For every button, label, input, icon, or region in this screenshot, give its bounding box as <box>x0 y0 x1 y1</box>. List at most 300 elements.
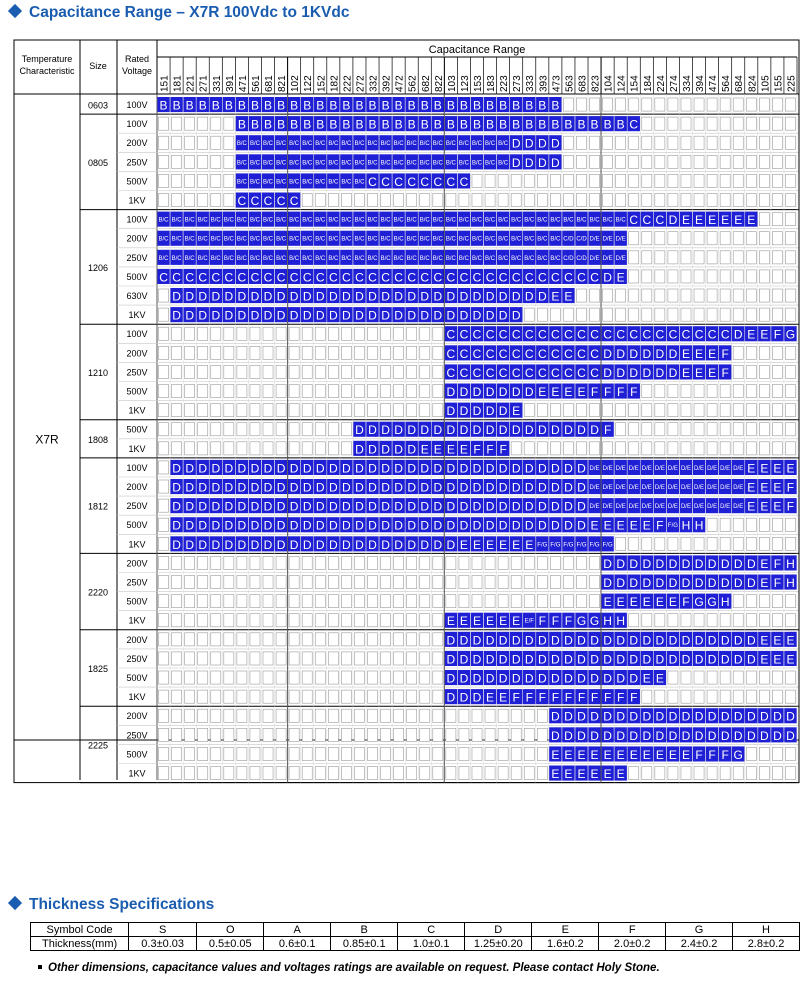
empty-cell <box>394 767 404 780</box>
empty-cell <box>772 404 782 417</box>
cell-code-text: B <box>355 98 364 113</box>
cell-code-text: C <box>551 270 560 285</box>
cell-code-text: F <box>773 556 782 571</box>
empty-cell <box>511 767 521 780</box>
empty-cell <box>707 767 717 780</box>
column-code-label: 153 <box>473 75 484 92</box>
empty-cell <box>785 537 795 550</box>
empty-cell <box>603 289 613 302</box>
cell-code-text: D <box>577 461 586 476</box>
empty-cell <box>681 404 691 417</box>
cell-code-text: D <box>720 556 730 571</box>
column-code-label: 123 <box>459 75 471 92</box>
cell-code-text: D <box>459 308 469 323</box>
empty-cell <box>354 365 364 378</box>
cell-code-text: E <box>629 747 638 762</box>
empty-cell <box>785 747 795 760</box>
cell-code-text: E <box>446 614 455 629</box>
empty-cell <box>381 327 391 340</box>
empty-cell <box>694 270 704 283</box>
cell-code-text: D <box>315 499 325 514</box>
cell-code-text: D <box>655 365 665 380</box>
empty-cell <box>681 442 691 455</box>
symbol-code-label: Symbol Code <box>31 923 129 937</box>
empty-cell <box>159 289 169 302</box>
empty-cell <box>328 423 338 436</box>
empty-cell <box>394 576 404 589</box>
cell-code-text: B/C <box>184 236 195 243</box>
empty-cell <box>616 194 626 207</box>
cell-code-text: B <box>603 117 612 132</box>
empty-cell <box>289 671 299 684</box>
cell-code-text: E <box>590 747 599 762</box>
cell-code-text: C <box>590 365 599 380</box>
empty-cell <box>759 767 769 780</box>
cell-code-text: D <box>498 652 508 667</box>
cell-code-text: B/C <box>367 217 378 224</box>
empty-cell <box>772 595 782 608</box>
empty-cell <box>172 652 182 665</box>
header-voltage: Voltage <box>121 66 153 76</box>
cell-code-text: B/C <box>236 141 247 148</box>
cell-code-text: C <box>498 346 508 361</box>
empty-cell <box>407 404 417 417</box>
cell-code-text: D <box>459 385 469 399</box>
empty-cell <box>707 518 717 531</box>
empty-cell <box>537 728 547 741</box>
empty-cell <box>485 194 495 207</box>
size-label: 1808 <box>87 434 109 445</box>
cell-code-text: E <box>708 346 717 361</box>
cell-code-text: B/C <box>458 255 469 262</box>
cell-code-text: D <box>446 518 456 533</box>
cell-code-text: D/E <box>694 465 705 472</box>
empty-cell <box>354 652 364 665</box>
empty-cell <box>537 767 547 780</box>
cell-code-text: D <box>668 365 678 380</box>
cell-code-text: B/C <box>419 236 430 243</box>
empty-cell <box>263 671 273 684</box>
cell-code-text: F <box>721 747 729 762</box>
cell-code-text: B/C <box>354 217 365 224</box>
empty-cell <box>381 404 391 417</box>
empty-cell <box>733 270 743 283</box>
empty-cell <box>289 365 299 378</box>
cell-code-text: D/E <box>707 485 718 491</box>
cell-code-text: C/D <box>576 255 587 262</box>
empty-cell <box>720 270 730 283</box>
cell-code-text: B <box>237 117 246 132</box>
empty-cell <box>485 767 495 780</box>
empty-cell <box>224 690 234 703</box>
empty-cell <box>603 404 613 417</box>
empty-cell <box>603 98 613 111</box>
cell-code-text: E <box>642 595 651 610</box>
cell-code-text: D <box>642 365 652 380</box>
empty-cell <box>250 556 260 569</box>
cell-code-text: D <box>642 728 652 743</box>
empty-cell <box>694 671 704 684</box>
cell-code-text: E <box>459 537 468 552</box>
cell-code-text: D <box>276 480 286 495</box>
cell-code-text: D <box>459 633 469 648</box>
cell-code-text: D <box>498 518 508 533</box>
empty-cell <box>315 423 325 436</box>
cell-code-text: D <box>564 671 573 686</box>
cell-code-text: D <box>394 537 403 552</box>
empty-cell <box>276 614 286 627</box>
cell-code-text: F <box>721 365 729 380</box>
empty-cell <box>485 576 495 589</box>
cell-code-text: D <box>590 709 599 724</box>
empty-cell <box>759 213 769 226</box>
cell-code-text: E <box>616 747 625 762</box>
cell-code-text: D <box>537 136 547 151</box>
cell-code-text: E <box>773 652 782 667</box>
cell-code-text: B/C <box>380 236 391 243</box>
cell-code-text: D <box>564 461 573 476</box>
cell-code-text: E <box>499 614 508 629</box>
cell-code-text: D <box>224 308 234 323</box>
cell-code-text: D <box>237 461 247 476</box>
cell-code-text: D <box>211 308 221 323</box>
empty-cell <box>159 728 169 741</box>
cell-code-text: F <box>551 690 560 705</box>
empty-cell <box>707 194 717 207</box>
empty-cell <box>172 423 182 436</box>
empty-cell <box>198 385 208 398</box>
empty-cell <box>407 709 417 722</box>
cell-code-text: D <box>537 499 547 514</box>
cell-code-text: C <box>524 346 534 361</box>
empty-cell <box>655 404 665 417</box>
empty-cell <box>655 270 665 283</box>
cell-code-text: D <box>224 480 234 495</box>
thickness-label: Thickness(mm) <box>31 937 129 951</box>
cell-code-text: D <box>185 480 194 495</box>
cell-code-text: B/C <box>432 160 443 167</box>
cell-code-text: D <box>472 461 482 476</box>
cell-code-text: D <box>655 709 665 724</box>
empty-cell <box>576 308 586 321</box>
empty-cell <box>785 136 795 149</box>
cell-code-text: C <box>368 270 377 285</box>
cell-code-text: D <box>302 480 312 495</box>
cell-code-text: B/C <box>471 141 483 148</box>
empty-cell <box>524 767 534 780</box>
cell-code-text: B/C <box>602 217 613 224</box>
empty-cell <box>211 614 221 627</box>
cell-code-text: D <box>407 308 417 323</box>
empty-cell <box>315 614 325 627</box>
cell-code-text: C <box>198 270 208 285</box>
empty-cell <box>289 404 299 417</box>
empty-cell <box>733 518 743 531</box>
cell-code-text: D <box>668 633 678 648</box>
empty-cell <box>394 652 404 665</box>
cell-code-text: C <box>342 270 351 285</box>
empty-cell <box>668 385 678 398</box>
empty-cell <box>629 98 639 111</box>
empty-cell <box>681 423 691 436</box>
empty-cell <box>211 709 221 722</box>
empty-cell <box>459 728 469 741</box>
cell-code-text: B/C <box>341 217 352 224</box>
cell-code-text: D <box>642 652 652 667</box>
empty-cell <box>302 690 312 703</box>
cell-code-text: D <box>577 423 586 438</box>
cell-code-text: D <box>368 442 377 457</box>
cell-code-text: E <box>760 652 769 667</box>
empty-cell <box>785 194 795 207</box>
thickness-value-cell: 2.8±0.2 <box>733 937 800 951</box>
cell-code-text: C <box>433 270 443 285</box>
cell-code-text: C <box>511 346 521 361</box>
cell-code-text: D <box>407 499 417 514</box>
cell-code-text: C <box>263 270 273 285</box>
cell-code-text: D <box>224 461 234 476</box>
empty-cell <box>668 270 678 283</box>
empty-cell <box>772 365 782 378</box>
empty-cell <box>668 136 678 149</box>
cell-code-text: D <box>289 289 299 304</box>
empty-cell <box>563 308 573 321</box>
cell-code-text: B/C <box>223 255 234 262</box>
empty-cell <box>185 346 195 359</box>
cell-code-text: D <box>459 461 469 476</box>
empty-cell <box>772 537 782 550</box>
empty-cell <box>576 98 586 111</box>
empty-cell <box>746 404 756 417</box>
empty-cell <box>511 174 521 187</box>
cell-code-text: C <box>459 365 469 380</box>
symbol-code-cell: F <box>599 923 666 937</box>
cell-code-text: B <box>277 98 286 113</box>
cell-code-text: B/C <box>236 179 247 186</box>
empty-cell <box>172 404 182 417</box>
empty-cell <box>341 709 351 722</box>
empty-cell <box>772 117 782 130</box>
cell-code-text: E <box>564 289 573 304</box>
empty-cell <box>328 385 338 398</box>
empty-cell <box>211 767 221 780</box>
cell-code-text: D <box>198 537 208 552</box>
empty-cell <box>420 595 430 608</box>
cell-code-text: D <box>485 633 495 648</box>
cell-code-text: G <box>576 614 587 629</box>
empty-cell <box>250 327 260 340</box>
cell-code-text: C <box>537 365 547 380</box>
empty-cell <box>498 728 508 741</box>
cell-code-text: E <box>499 537 508 552</box>
cell-code-text: B <box>486 98 495 113</box>
cell-code-text: B/C <box>458 141 469 148</box>
cell-code-text: D <box>342 499 351 514</box>
empty-cell <box>785 270 795 283</box>
empty-cell <box>524 709 534 722</box>
cell-code-text: B/C <box>367 160 378 167</box>
empty-cell <box>681 289 691 302</box>
cell-code-text: E <box>695 213 704 228</box>
cell-code-text: D <box>407 461 417 476</box>
empty-cell <box>772 767 782 780</box>
empty-cell <box>172 728 182 741</box>
cell-code-text: D/E <box>667 504 678 511</box>
thickness-value-cell: 2.4±0.2 <box>666 937 733 951</box>
cell-code-text: B/C <box>380 160 391 167</box>
rated-voltage-label: 1KV <box>128 615 146 626</box>
empty-cell <box>550 404 560 417</box>
empty-cell <box>185 365 195 378</box>
empty-cell <box>655 308 665 321</box>
cell-code-text: C <box>315 270 325 285</box>
empty-cell <box>407 614 417 627</box>
empty-cell <box>433 767 443 780</box>
cell-code-text: E <box>577 767 586 781</box>
empty-cell <box>367 709 377 722</box>
empty-cell <box>707 270 717 283</box>
empty-cell <box>315 709 325 722</box>
empty-cell <box>198 174 208 187</box>
empty-cell <box>159 499 169 512</box>
cell-code-text: D <box>746 576 756 590</box>
empty-cell <box>276 671 286 684</box>
column-code-label: 103 <box>446 75 458 92</box>
cell-code-text: B/C <box>184 255 195 262</box>
empty-cell <box>185 576 195 589</box>
cell-code-text: C <box>185 270 194 285</box>
cell-code-text: D <box>485 518 495 533</box>
empty-cell <box>772 385 782 398</box>
cell-code-text: D <box>446 499 456 514</box>
empty-cell <box>211 633 221 646</box>
cell-code-text: B <box>407 117 416 132</box>
cell-code-text: F/G <box>550 542 561 549</box>
cell-code-text: D <box>224 289 234 304</box>
cell-code-text: B/C <box>263 141 274 148</box>
symbol-code-cell: E <box>532 923 599 937</box>
empty-cell <box>276 633 286 646</box>
cell-code-text: E <box>616 595 625 610</box>
cell-code-text: B/C <box>419 160 430 167</box>
cell-code-text: C <box>551 346 560 361</box>
empty-cell <box>250 728 260 741</box>
cell-code-text: D <box>577 633 586 648</box>
cell-code-text: C <box>355 270 364 285</box>
empty-cell <box>367 595 377 608</box>
cell-code-text: D <box>577 728 586 743</box>
column-code-label: 224 <box>655 75 667 92</box>
cell-code-text: D <box>198 480 208 495</box>
empty-cell <box>629 423 639 436</box>
cell-code-text: F <box>630 690 638 705</box>
cell-code-text: H <box>616 614 626 629</box>
empty-cell <box>746 308 756 321</box>
column-code-label: 822 <box>433 75 445 92</box>
empty-cell <box>472 767 482 780</box>
cell-code-text: B/C <box>263 160 274 167</box>
empty-cell <box>785 614 795 627</box>
empty-cell <box>707 308 717 321</box>
empty-cell <box>407 365 417 378</box>
empty-cell <box>263 709 273 722</box>
empty-cell <box>367 671 377 684</box>
empty-cell <box>198 423 208 436</box>
empty-cell <box>237 767 247 780</box>
empty-cell <box>759 308 769 321</box>
empty-cell <box>733 671 743 684</box>
cell-code-text: D <box>577 671 586 686</box>
cell-code-text: D <box>629 671 639 686</box>
cell-code-text: D <box>355 461 364 476</box>
cell-code-text: D <box>733 556 743 571</box>
empty-cell <box>655 442 665 455</box>
column-code-label: 472 <box>394 75 406 92</box>
empty-cell <box>642 537 652 550</box>
cell-code-text: D <box>551 633 560 648</box>
cell-code-text: D <box>315 461 325 476</box>
cell-code-text: B <box>368 117 377 132</box>
column-code-label: 272 <box>355 75 367 92</box>
empty-cell <box>159 423 169 436</box>
empty-cell <box>394 194 404 207</box>
cell-code-text: B/C <box>289 217 300 224</box>
empty-cell <box>433 709 443 722</box>
cell-code-text: F/G <box>563 542 574 549</box>
empty-cell <box>367 633 377 646</box>
empty-cell <box>302 442 312 455</box>
empty-cell <box>498 194 508 207</box>
empty-cell <box>211 136 221 149</box>
cell-code-text: D <box>459 518 469 533</box>
empty-cell <box>720 174 730 187</box>
empty-cell <box>276 442 286 455</box>
cell-code-text: B <box>198 98 207 113</box>
cell-code-text: D <box>524 423 534 438</box>
cell-code-text: B <box>303 117 312 132</box>
empty-cell <box>211 747 221 760</box>
cell-code-text: D <box>603 633 612 648</box>
column-code-label: 562 <box>407 75 419 92</box>
cell-code-text: D/E <box>680 504 691 511</box>
empty-cell <box>746 690 756 703</box>
empty-cell <box>629 270 639 283</box>
size-label: 1210 <box>87 367 109 378</box>
cell-code-text: F <box>603 423 612 438</box>
cell-code-text: E <box>486 537 495 552</box>
empty-cell <box>367 728 377 741</box>
cell-code-text: B/C <box>263 236 274 243</box>
cell-code-text: B <box>564 117 573 132</box>
empty-cell <box>198 747 208 760</box>
empty-cell <box>198 728 208 741</box>
cell-code-text: E <box>603 767 612 781</box>
cell-code-text: B/C <box>354 179 365 186</box>
empty-cell <box>420 327 430 340</box>
cell-code-text: D/E <box>641 465 652 472</box>
empty-cell <box>341 633 351 646</box>
cell-code-text: E <box>708 213 717 228</box>
empty-cell <box>785 690 795 703</box>
empty-cell <box>694 767 704 780</box>
cell-code-text: B <box>420 117 429 132</box>
cell-code-text: E <box>486 690 495 705</box>
empty-cell <box>746 155 756 168</box>
cell-code-text: D <box>720 576 730 590</box>
empty-cell <box>733 404 743 417</box>
empty-cell <box>381 728 391 741</box>
empty-cell <box>237 442 247 455</box>
